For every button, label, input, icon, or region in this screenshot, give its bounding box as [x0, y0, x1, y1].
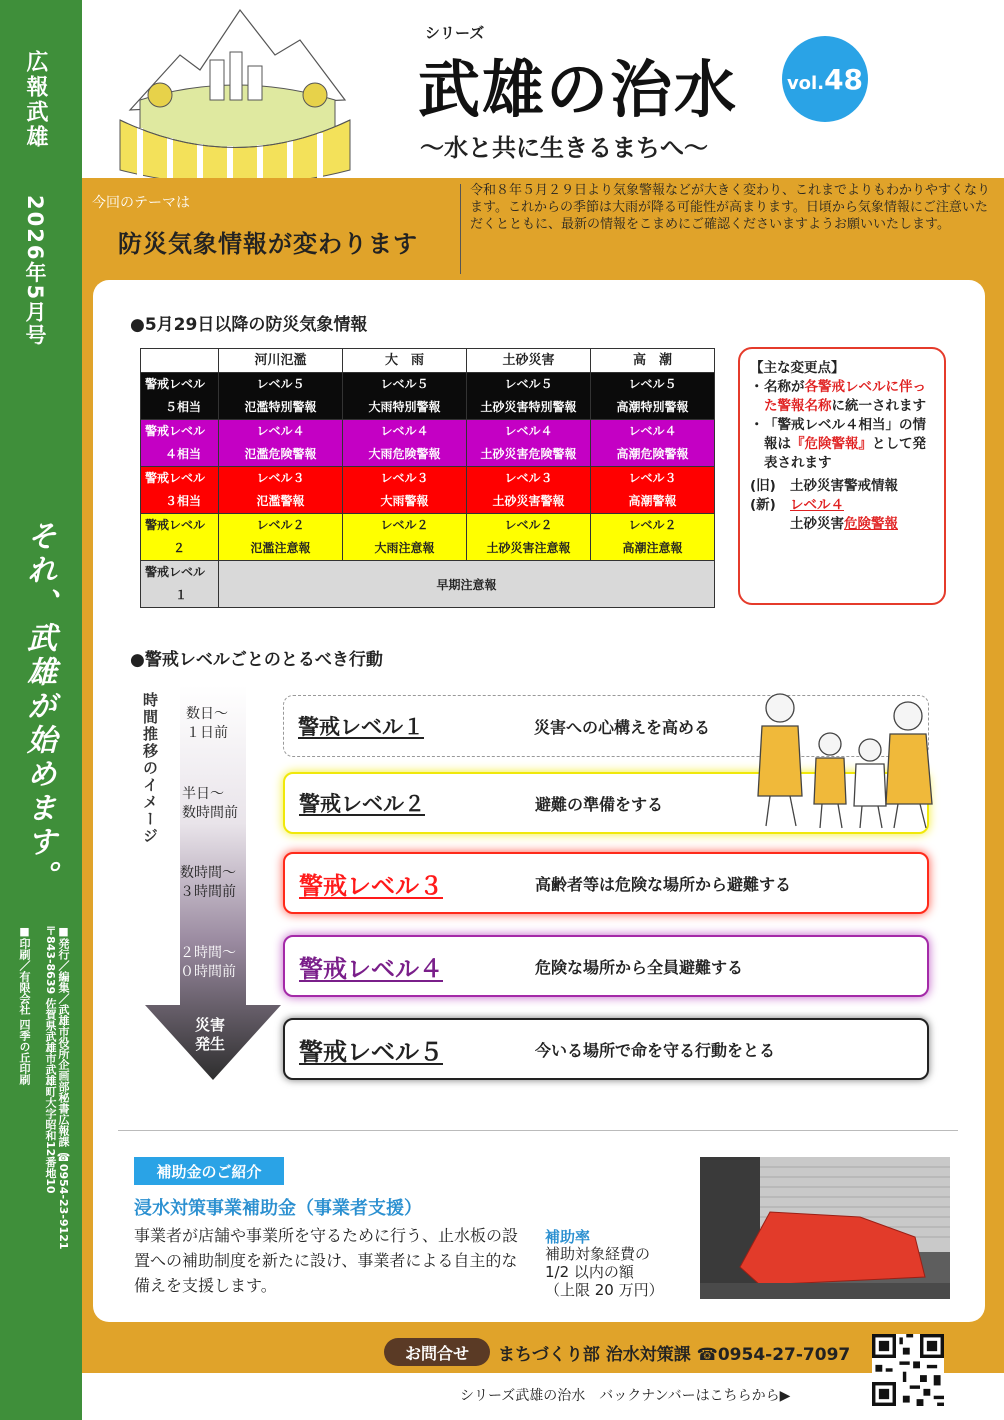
cell-level: レベル５ — [380, 377, 429, 391]
table-header-row — [141, 349, 715, 373]
subsidy-rate-label: 補助率 — [545, 1228, 591, 1246]
theme-label: 今回のテーマは — [92, 195, 190, 211]
col-landslide: 土砂災害 — [467, 349, 591, 373]
change-item — [750, 378, 936, 416]
cell-warning: 氾濫警報 — [256, 494, 305, 508]
subsidy-badge: 補助金のご紹介 — [134, 1157, 284, 1185]
level-sub: ４相当 — [165, 447, 202, 461]
table-cell — [219, 467, 343, 514]
cell-level: レベル４ — [380, 424, 429, 438]
cell-level: レベル２ — [256, 518, 305, 532]
rate-line: 1/2 以内の額 — [545, 1263, 634, 1281]
cell-level: レベル５ — [628, 377, 677, 391]
level-cell — [141, 514, 219, 561]
imprint-address: 〒843-8639 佐賀県武雄市武雄町大字昭和12番地10 — [44, 925, 57, 1194]
table-cell — [219, 514, 343, 561]
level-name: 警戒レベル１ — [298, 715, 424, 739]
level-action: 高齢者等は危険な場所から避難する — [535, 874, 792, 894]
table-cell — [219, 420, 343, 467]
series-subtitle: 〜水と共に生きるまちへ〜 — [420, 134, 708, 162]
change-text-post: に統一されます — [831, 398, 926, 414]
cell-level: レベル４ — [256, 424, 305, 438]
col-river: 河川氾濫 — [219, 349, 343, 373]
flood-barrier-photo — [700, 1157, 950, 1299]
bullet-icon: ・ — [750, 379, 764, 395]
table-cell — [591, 373, 715, 420]
change-item — [750, 416, 936, 473]
table-cell — [343, 373, 467, 420]
cell-warning: 土砂災害特別警報 — [480, 400, 577, 414]
subsidy-description: 事業者が店舗や事業所を守るために行う、止水板の設置への補助制度を新たに設け、事業者による自主的な備えを支援します。 — [134, 1226, 519, 1295]
contact-label: お問合せ — [384, 1338, 490, 1366]
table-cell — [343, 467, 467, 514]
new-name — [790, 496, 898, 534]
changes-box — [738, 347, 946, 605]
slogan: それ、武雄が始めます。 — [21, 520, 56, 894]
change-text-red: 各警戒レベルに伴った警報名称 — [764, 379, 926, 414]
level-3-box — [283, 852, 929, 914]
table-heading: ●5月29日以降の防災気象情報 — [130, 315, 368, 335]
new-name-pre: 土砂災害 — [790, 516, 844, 532]
level-sub: １ — [175, 588, 188, 602]
table-cell — [343, 420, 467, 467]
level-name: 警戒レベル４ — [299, 954, 443, 983]
backnumber-link[interactable]: シリーズ武雄の治水 バックナンバーはこちらから▶ — [460, 1388, 791, 1404]
cell-level: レベル３ — [504, 471, 553, 485]
cell-warning: 氾濫危険警報 — [244, 447, 317, 461]
theme-divider — [460, 184, 461, 274]
level-action: 避難の準備をする — [535, 794, 664, 814]
change-text — [764, 416, 936, 473]
warning-table — [140, 348, 715, 608]
table-row — [141, 467, 715, 514]
new-name-level: レベル４ — [790, 497, 844, 513]
level-cell — [141, 420, 219, 467]
cell-warning: 高潮危険警報 — [616, 447, 689, 461]
cell-level: レベル３ — [380, 471, 429, 485]
early-advisory-cell: 早期注意報 — [219, 561, 715, 608]
changes-title: 【主な変更点】 — [750, 360, 845, 376]
change-text-red: 『危険警報』 — [791, 436, 872, 452]
level-name: 警戒レベル５ — [299, 1037, 443, 1066]
qr-code-icon[interactable] — [872, 1334, 944, 1406]
level-label: 警戒レベル — [145, 565, 206, 579]
timeline-label: 時間推移のイメージ — [141, 692, 159, 845]
theme-description: 令和８年５月２９日より気象警報などが大きく変わり、これまでよりもわかりやすくなります。これからの季節は大雨が降る可能性が高まります。日頃から気象情報にご注意いただくとともに、最新の情報をこまめにご確認くださいますようお願いいたします。 — [470, 183, 991, 232]
level-label: 警戒レベル — [145, 424, 206, 438]
cell-warning: 大雨危険警報 — [368, 447, 441, 461]
cell-warning: 大雨警報 — [380, 494, 429, 508]
level-4-box — [283, 935, 929, 997]
change-text-post: として発表されます — [764, 436, 926, 471]
table-cell — [467, 420, 591, 467]
change-text-pre: 名称が — [764, 379, 805, 395]
level-action: 危険な場所から全員避難する — [535, 957, 744, 977]
table-row — [141, 514, 715, 561]
publication-name: 広報武雄 — [23, 50, 48, 150]
imprint-printer: ■印刷／有限会社 四季の丘印刷 — [18, 925, 31, 1085]
cell-warning: 土砂災害注意報 — [486, 541, 571, 555]
time-label: ２時間〜 ０時間前 — [180, 945, 236, 980]
volume-prefix: vol. — [786, 72, 825, 94]
table-corner — [141, 349, 219, 373]
level-label: 警戒レベル — [145, 518, 206, 532]
volume-badge — [782, 36, 868, 122]
cell-warning: 氾濫特別警報 — [244, 400, 317, 414]
time-label: 数時間〜 ３時間前 — [180, 865, 236, 900]
level-sub: ３相当 — [165, 494, 202, 508]
table-cell — [343, 514, 467, 561]
col-heavy-rain: 大 雨 — [343, 349, 467, 373]
sidebar — [0, 0, 82, 1420]
city-illustration — [100, 0, 370, 185]
series-title: 武雄の治水 — [418, 53, 739, 126]
theme-title: 防災気象情報が変わります — [118, 230, 418, 258]
table-cell — [467, 373, 591, 420]
volume-number: 48 — [824, 62, 864, 96]
series-label: シリーズ — [425, 24, 485, 42]
table-cell — [591, 467, 715, 514]
rate-line: （上限 20 万円） — [545, 1281, 664, 1299]
cell-level: レベル４ — [504, 424, 553, 438]
level-cell — [141, 373, 219, 420]
time-label: 数日〜 １日前 — [186, 706, 228, 741]
level-name: 警戒レベル２ — [299, 792, 425, 816]
table-cell — [219, 373, 343, 420]
section-divider — [118, 1130, 958, 1131]
old-name-row — [750, 477, 936, 496]
cell-level: レベル４ — [628, 424, 677, 438]
subsidy-rate — [545, 1245, 664, 1299]
table-cell — [591, 420, 715, 467]
cell-warning: 土砂災害警報 — [492, 494, 565, 508]
level-action: 災害への心構えを高める — [534, 717, 711, 737]
old-mark: (旧) — [750, 478, 776, 494]
table-row — [141, 561, 715, 608]
table-cell — [591, 514, 715, 561]
level-action: 今いる場所で命を守る行動をとる — [535, 1040, 776, 1060]
level-sub: ２ — [173, 541, 186, 555]
time-label: 半日〜 数時間前 — [182, 786, 238, 821]
cell-level: レベル２ — [380, 518, 429, 532]
table-cell — [467, 514, 591, 561]
disaster-occurrence-label: 災害 発生 — [195, 1016, 226, 1053]
col-storm-surge: 高 潮 — [591, 349, 715, 373]
level-cell — [141, 561, 219, 608]
old-name: 土砂災害警戒情報 — [790, 478, 898, 494]
cell-level: レベル３ — [256, 471, 305, 485]
table-cell — [467, 467, 591, 514]
cell-warning: 高潮警報 — [628, 494, 677, 508]
cell-level: レベル２ — [504, 518, 553, 532]
imprint-publisher-text: ■発行／編集／武雄市役所企画部秘書広報課 ☎0954-23-9121 — [57, 925, 70, 1250]
change-text — [764, 378, 936, 416]
level-sub: ５相当 — [165, 400, 202, 414]
new-mark: (新) — [750, 497, 776, 513]
level-5-box — [283, 1018, 929, 1080]
subsidy-title: 浸水対策事業補助金（事業者支援） — [134, 1198, 422, 1219]
issue-date: 2026年5月号 — [23, 195, 47, 348]
cell-level: レベル２ — [628, 518, 677, 532]
new-name-red: 危険警報 — [844, 516, 898, 532]
cell-warning: 大雨特別警報 — [368, 400, 441, 414]
cell-level: レベル３ — [628, 471, 677, 485]
rate-line: 補助対象経費の — [545, 1245, 651, 1263]
cell-warning: 高潮特別警報 — [616, 400, 689, 414]
change-text-pre: 「警戒レベル４相当」の情報は — [764, 417, 926, 452]
cell-warning: 氾濫注意報 — [250, 541, 311, 555]
cell-warning: 大雨注意報 — [374, 541, 435, 555]
bullet-icon: ・ — [750, 417, 764, 433]
table-row — [141, 420, 715, 467]
contact-info: まちづくり部 治水対策課 ☎0954-27-7097 — [498, 1345, 851, 1365]
level-label: 警戒レベル — [145, 471, 206, 485]
table-row — [141, 373, 715, 420]
cell-warning: 高潮注意報 — [622, 541, 683, 555]
cell-warning: 土砂災害危険警報 — [480, 447, 577, 461]
level-label: 警戒レベル — [145, 377, 206, 391]
evacuating-family-illustration — [740, 686, 940, 836]
actions-heading: ●警戒レベルごとのとるべき行動 — [130, 650, 383, 670]
cell-level: レベル５ — [504, 377, 553, 391]
imprint-publisher — [44, 925, 70, 1250]
level-name: 警戒レベル３ — [299, 871, 443, 900]
cell-level: レベル５ — [256, 377, 305, 391]
level-cell — [141, 467, 219, 514]
new-name-row — [750, 496, 936, 534]
